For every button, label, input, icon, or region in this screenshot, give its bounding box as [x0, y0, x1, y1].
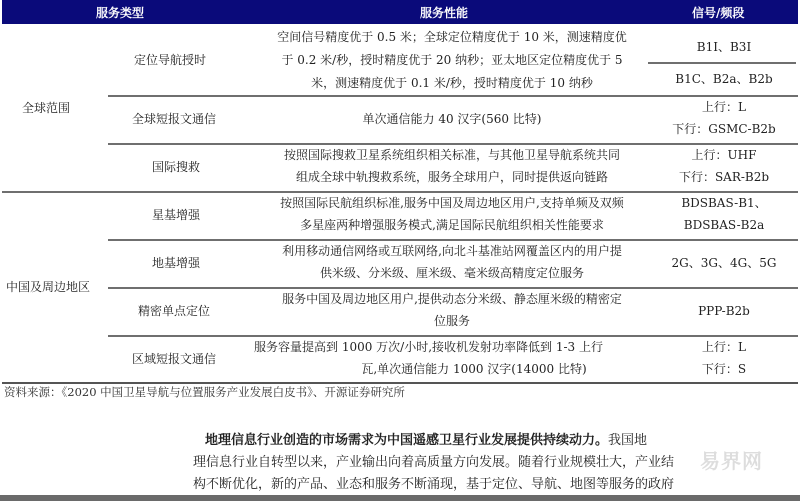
region-china: 中国及周边地区 — [6, 280, 91, 294]
signal-band: BDSBAS-B1、 BDSBAS-B2a — [681, 196, 767, 232]
paragraph-text: 构不断优化，新的产品、业态和服务不断涌现，基于定位、导航、地图等服务的政府 — [193, 477, 675, 492]
service-performance: 服务中国及周边地区用户,提供动态分米级、静态厘米级的精密定 位服务 — [282, 292, 622, 328]
paragraph-text: 我国地 — [608, 433, 648, 448]
header-service-type: 服务类型 — [96, 6, 145, 20]
row-divider — [648, 62, 796, 64]
service-name: 星基增强 — [152, 208, 201, 222]
region-global: 全球范围 — [22, 101, 71, 115]
service-performance: 按照国际搜救卫星系统组织相关标准，与其他卫星导航系统共同 组成全球中轨搜救系统，服务全球用户，同时提供返向链路 — [283, 148, 620, 184]
service-name: 全球短报文通信 — [132, 112, 217, 126]
signal-band: 2G、3G、4G、5G — [671, 256, 777, 270]
service-performance: 单次通信能力 40 汉字(560 比特) — [362, 112, 542, 126]
service-name: 精密单点定位 — [138, 304, 211, 318]
table-header — [2, 0, 798, 24]
signal-band: 上行：UHF 下行：SAR-B2b — [678, 148, 770, 184]
service-name: 国际搜救 — [152, 160, 201, 174]
service-performance: 按照国际民航组织标准,服务中国及周边地区用户,支持单频及双频 多星座两种增强服务模式,满足国际民航组织相关性能要求 — [280, 196, 624, 232]
signal-band: B1I、B3I — [696, 40, 752, 54]
header-signal-band: 信号/频段 — [692, 6, 745, 20]
bottom-bar — [0, 495, 800, 501]
service-name: 区域短报文通信 — [132, 352, 217, 366]
signal-band: PPP-B2b — [698, 304, 750, 318]
source-note: 资料来源：《2020 中国卫星导航与位置服务产业发展白皮书》、开源证券研究所 — [4, 385, 405, 399]
service-performance: 利用移动通信网络或互联网络,向北斗基准站网覆盖区内的用户提 供米级、分米级、厘米级、毫米级高精度定位服务 — [282, 244, 622, 280]
service-name: 地基增强 — [152, 256, 201, 270]
header-service-performance: 服务性能 — [420, 6, 469, 20]
signal-band: 上行：L 下行：GSMC-B2b — [672, 100, 776, 136]
service-name: 定位导航授时 — [134, 53, 207, 67]
service-performance: 空间信号精度优于 0.5 米；全球定位精度优于 10 米，测速精度优 于 0.2 米/秒，授时精度优于 20 纳秒；亚太地区定位精度优于 5 米，测速精度优于 0.1 米/秒，授时精度优于 10 纳秒 — [277, 30, 627, 90]
paragraph-lead: 地理信息行业创造的市场需求为中国遥感卫星行业发展提供持续动力。 — [205, 433, 609, 448]
watermark-logo: 易界网 — [700, 449, 763, 473]
signal-band: B1C、B2a、B2b — [675, 72, 773, 86]
service-performance: 服务容量提高到 1000 万次/小时,接收机发射功率降低到 1-3 上行 瓦,单次通信能力 1000 汉字(14000 比特) — [254, 340, 603, 376]
signal-band: 上行：L 下行：S — [701, 340, 747, 376]
paragraph-text: 理信息行业自转型以来，产业输出向着高质量方向发展。随着行业规模壮大，产业结 — [193, 455, 675, 470]
